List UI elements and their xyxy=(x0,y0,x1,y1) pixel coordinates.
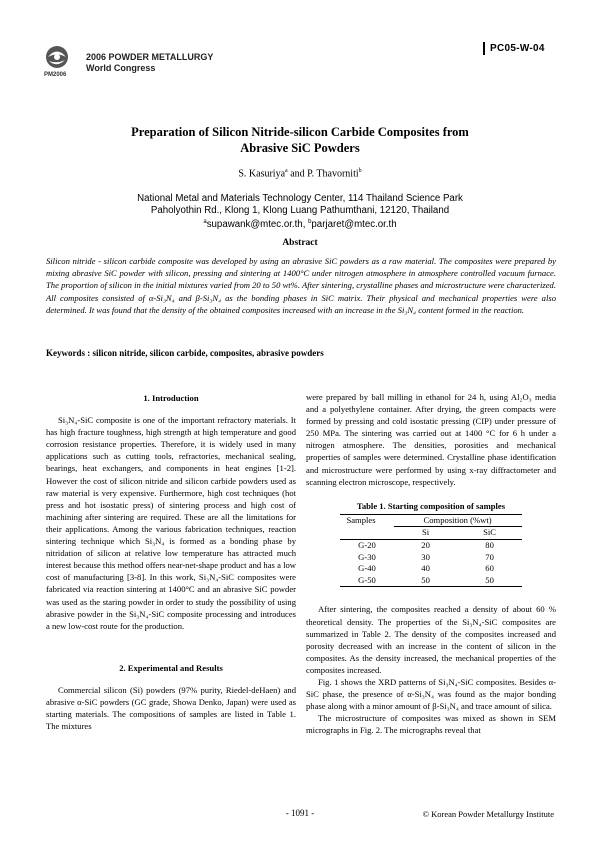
introduction-text: Si₃N₄-SiC composite is one of the important refractory materials. It has high fracture toughness, high strength at high temperature and good corrosion resistance properties. Therefore, it is widely used in many applications such as cutting tools, refractories, mechanical sealing, bearings, heat exchangers, and components in heat engines [1-2]. However the cost of silicon nitride and silicon carbide powders used as raw material is very expensive. Furthermore, high cost techniques (hot press and hot isostatic press) of sintering process and high cost of machining after sintering are required. These are all the limitations for their applications. Among the various fabrication techniques, reaction sintering technique which Si₃N₄ is formed as a bonding phase by nitridation of silicon at relative low temperature has attracted much interest because this method offers near-net-shape product and has a low cost of manufacturing [3-8]. In this work, Si₃N₄-SiC composites were fabricated via reaction sintering at 1400°C and an abrasive SiC powder was used as the staring powder in order to study the possibility of using abrasive powder in the Si₃N₄-SiC composite processing and introduces a new low-cost route for the production. xyxy=(46,415,296,631)
affiliation-line-1: National Metal and Materials Technology Center, 114 Thailand Science Park xyxy=(137,193,463,204)
introduction-heading: 1. Introduction xyxy=(143,393,199,403)
table-row: G-20 20 80 xyxy=(358,540,494,551)
conference-line-1: 2006 POWDER METALLURGY xyxy=(86,52,214,62)
affiliation xyxy=(0,193,600,231)
table-header-composition: Composition (%wt) xyxy=(394,514,522,527)
emails xyxy=(0,217,600,231)
paper-title xyxy=(0,124,600,156)
table-header-samples: Samples xyxy=(346,515,376,526)
abstract-text: Silicon nitride - silicon carbide composite was developed by using an abrasive SiC powders as a raw material. The composites were prepared by mixing abrasive SiC powder with silicon, pressing and sintering at 1400°C under nitrogen atmosphere in atmosphere controlled vacuum furnace. The proportion of silicon in the initial mixtures varied from 20 to 50 wt%. After sintering, crystalline phases and microstructure were characterized. All composites consisted of α-Si₃N₄ and β-Si₃N₄ as the bonding phases in SiC matrix. Their physical and mechanical properties were also determined. It was found that the density of the obtained composites increased with an increase in the Si₃N₄ content formed in the reaction. xyxy=(46,256,556,315)
abstract-heading: Abstract xyxy=(282,238,318,248)
title-line-2: Abrasive SiC Powders xyxy=(240,141,360,155)
right-column xyxy=(306,391,556,736)
logo-text: PM2006 xyxy=(44,72,67,78)
title-line-1: Preparation of Silicon Nitride-silicon Carbide Composites from xyxy=(131,125,469,139)
author-2-sup: b xyxy=(358,168,362,174)
table-row: G-50 50 50 xyxy=(340,575,521,587)
experimental-text: Commercial silicon (Si) powders (97% purity, Riedel-deHaen) and abrasive α-SiC powders (GC grade, Showa Denko, Japan) were used as starting materials. The compositions of samples are listed in Table 1. The mixtures xyxy=(46,684,296,732)
page-number: - 1091 - xyxy=(285,808,315,818)
table-row: G-40 40 60 xyxy=(358,563,494,574)
author-1-sup: a xyxy=(285,168,288,174)
results-text-1: After sintering, the composites reached a density of about 60 % theoretical density. The properties of the Si₃N₄-SiC composites are summarized in Table 2. The density of the composites increased and porosity decreased with an increase in the content of silicon in the composites. As the density increased, the mechanical properties of the composites increased. xyxy=(306,604,556,675)
experimental-heading: 2. Experimental and Results xyxy=(119,662,223,673)
conference-line-2: World Congress xyxy=(86,62,156,73)
email-b: parjaret@mtec.or.th xyxy=(311,218,397,230)
table-row: G-30 30 70 xyxy=(358,551,494,562)
authors xyxy=(0,168,600,179)
email-a: supawank@mtec.or.th, xyxy=(206,218,309,230)
results-text-3: The microstructure of composites was mixed as shown in SEM micrographs in Fig. 2. The micrographs reveal that xyxy=(306,713,556,736)
copyright: © Korean Powder Metallurgy Institute xyxy=(422,809,554,819)
table-subheader-si: Si xyxy=(421,527,430,538)
methods-text: were prepared by ball milling in ethanol for 24 h, using Al₂O₃ media and a polyethylene container. After drying, the green compacts were formed by pressing and cold isostatic pressing (CIP) under pressure of 250 MPa. The sintering was carried out at 1400 °C for 6 h under a nitrogen atmosphere. The densities, porosities and mechanical properties of samples were determined. Crystalline phase identification and microstructure were performed by using x-ray diffractometer and scanning electron microscope, respectively. xyxy=(306,392,556,487)
paper-code: PC05-W-04 xyxy=(482,41,550,56)
table-1 xyxy=(340,514,521,588)
affiliation-line-2: Paholyothin Rd., Klong 1, Klong Luang Pathumthani, 12120, Thailand xyxy=(150,204,450,216)
author-2: and P. Thavorniti xyxy=(287,168,359,180)
left-column xyxy=(46,392,296,732)
conference-name xyxy=(86,52,213,73)
results-text-2: Fig. 1 shows the XRD patterns of Si₃N₄-SiC composites. Besides α-SiC phase, the presence of α-Si₃N₄ was found as the major bonding phase along with a minor amount of β-Si₃N₄ and trace amount of silica. xyxy=(306,676,556,712)
author-1: S. Kasuriya xyxy=(238,168,286,180)
table-subheader-sic: SiC xyxy=(483,527,497,538)
table-1-title: Table 1. Starting composition of samples xyxy=(356,500,506,511)
keywords: Keywords : silicon nitride, silicon carbide, composites, abrasive powders xyxy=(46,348,324,358)
email-a-sup: a xyxy=(203,218,207,225)
email-b-sup: b xyxy=(308,218,312,225)
